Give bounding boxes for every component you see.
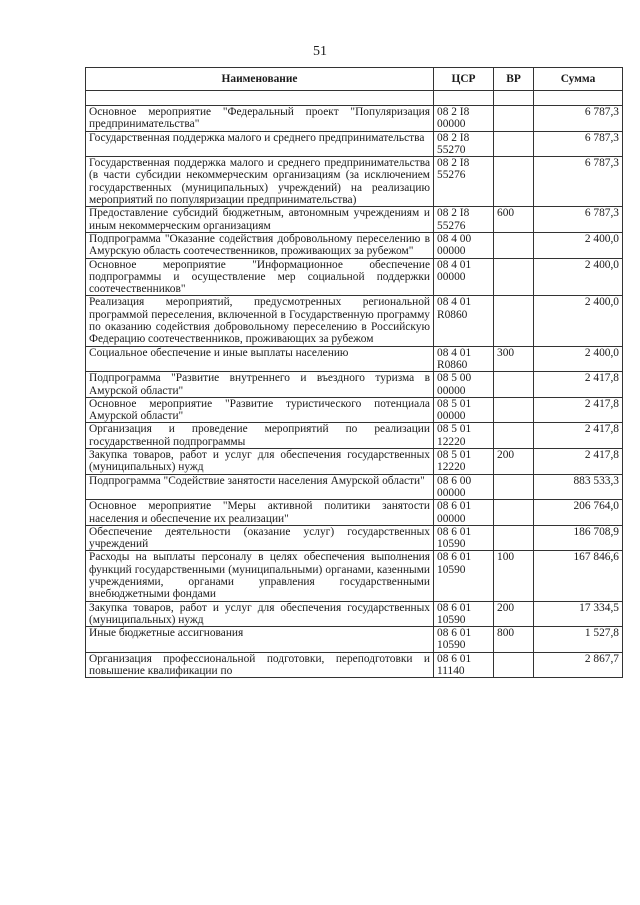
cell-vr — [494, 525, 534, 551]
cell-name: Организация профессиональной подготовки, переподготовки и повышение квалификации по — [86, 652, 434, 678]
cell-csr: 08 5 01 12220 — [434, 449, 494, 475]
table-row — [86, 449, 623, 475]
cell-csr: 08 6 01 00000 — [434, 500, 494, 526]
cell-csr: 08 6 01 10590 — [434, 601, 494, 627]
cell-vr — [494, 423, 534, 449]
table-row — [86, 500, 623, 526]
table-row — [86, 106, 623, 132]
cell-name: Социальное обеспечение и иные выплаты населению — [86, 346, 434, 372]
cell-vr — [494, 372, 534, 398]
cell-sum: 2 400,0 — [534, 296, 623, 346]
cell-sum: 6 787,3 — [534, 131, 623, 157]
table-row — [86, 627, 623, 653]
cell-sum: 6 787,3 — [534, 207, 623, 233]
cell-vr: 600 — [494, 207, 534, 233]
table-row — [86, 551, 623, 601]
cell-vr: 300 — [494, 346, 534, 372]
cell-vr: 200 — [494, 449, 534, 475]
cell-vr — [494, 652, 534, 678]
cell-name: Подпрограмма "Развитие внутреннего и въездного туризма в Амурской области" — [86, 372, 434, 398]
cell-vr: 200 — [494, 601, 534, 627]
cell-vr — [494, 131, 534, 157]
cell-sum: 2 867,7 — [534, 652, 623, 678]
cell-vr — [494, 106, 534, 132]
cell-csr: 08 6 01 10590 — [434, 551, 494, 601]
cell-name: Государственная поддержка малого и среднего предпринимательства (в части субсидии некоммерческим организациям (за исключением государственных (муниципальных) учреждений) на реализацию мероприятий по популяризации предпринимательства) — [86, 157, 434, 207]
cell-csr: 08 6 01 10590 — [434, 627, 494, 653]
cell-name: Основное мероприятие "Меры активной политики занятости населения и обеспечение их реализации" — [86, 500, 434, 526]
cell-csr: 08 4 01 00000 — [434, 258, 494, 296]
cell-name: Реализация мероприятий, предусмотренных региональной программой переселения, включенной в Государственную программу по оказанию содействия добровольному переселению в Российскую Федерацию соотечественников, проживающих за рубежом — [86, 296, 434, 346]
header-vr: ВР — [494, 68, 534, 91]
cell-name: Основное мероприятие "Информационное обеспечение подпрограммы и осуществление мер социальной поддержки соотечественников" — [86, 258, 434, 296]
cell-sum: 6 787,3 — [534, 106, 623, 132]
cell-vr: 100 — [494, 551, 534, 601]
table-row — [86, 525, 623, 551]
cell-name: Организация и проведение мероприятий по реализации государственной подпрограммы — [86, 423, 434, 449]
cell-sum: 206 764,0 — [534, 500, 623, 526]
table-row — [86, 131, 623, 157]
table-row — [86, 397, 623, 423]
budget-table — [85, 67, 623, 678]
cell-vr: 800 — [494, 627, 534, 653]
cell-csr: 08 2 I8 00000 — [434, 106, 494, 132]
cell-sum: 2 400,0 — [534, 258, 623, 296]
cell-vr — [494, 258, 534, 296]
header-csr: ЦСР — [434, 68, 494, 91]
cell-vr — [494, 232, 534, 258]
cell-csr: 08 5 00 00000 — [434, 372, 494, 398]
cell-name: Расходы на выплаты персоналу в целях обеспечения выполнения функций государственными (муниципальными) органами, казенными учреждениями, органами управления государственными внебюджетными фондами — [86, 551, 434, 601]
cell-sum: 2 417,8 — [534, 397, 623, 423]
table-row — [86, 346, 623, 372]
table-row — [86, 296, 623, 346]
cell-csr: 08 4 00 00000 — [434, 232, 494, 258]
cell-csr: 08 2 I8 55276 — [434, 207, 494, 233]
cell-name: Основное мероприятие "Развитие туристического потенциала Амурской области" — [86, 397, 434, 423]
table-body — [86, 91, 623, 678]
cell-name: Подпрограмма "Оказание содействия добровольному переселению в Амурскую область соотечественников, проживающих за рубежом" — [86, 232, 434, 258]
cell-name: Подпрограмма "Содействие занятости населения Амурской области" — [86, 474, 434, 500]
cell-csr: 08 6 01 10590 — [434, 525, 494, 551]
table-row — [86, 474, 623, 500]
cell-csr: 08 5 01 12220 — [434, 423, 494, 449]
cell-csr: 08 2 I8 55270 — [434, 131, 494, 157]
cell-sum: 6 787,3 — [534, 157, 623, 207]
table-row — [86, 652, 623, 678]
cell-name: Закупка товаров, работ и услуг для обеспечения государственных (муниципальных) нужд — [86, 449, 434, 475]
cell-name: Иные бюджетные ассигнования — [86, 627, 434, 653]
cell-sum: 186 708,9 — [534, 525, 623, 551]
table-spacer-row — [86, 91, 623, 106]
cell-csr: 08 4 01 R0860 — [434, 346, 494, 372]
header-sum: Сумма — [534, 68, 623, 91]
table-row — [86, 232, 623, 258]
header-name: Наименование — [86, 68, 434, 91]
cell-sum: 17 334,5 — [534, 601, 623, 627]
cell-csr: 08 2 I8 55276 — [434, 157, 494, 207]
cell-vr — [494, 397, 534, 423]
table-row — [86, 372, 623, 398]
cell-sum: 2 400,0 — [534, 232, 623, 258]
cell-name: Государственная поддержка малого и среднего предпринимательства — [86, 131, 434, 157]
cell-vr — [494, 474, 534, 500]
table-row — [86, 423, 623, 449]
page-number: 51 — [313, 44, 327, 59]
cell-vr — [494, 296, 534, 346]
cell-csr: 08 6 01 11140 — [434, 652, 494, 678]
cell-sum: 2 417,8 — [534, 372, 623, 398]
cell-sum: 2 417,8 — [534, 449, 623, 475]
cell-vr — [494, 157, 534, 207]
cell-name: Основное мероприятие "Федеральный проект "Популяризация предпринимательства" — [86, 106, 434, 132]
cell-sum: 883 533,3 — [534, 474, 623, 500]
table-row — [86, 157, 623, 207]
table-row — [86, 258, 623, 296]
cell-csr: 08 6 00 00000 — [434, 474, 494, 500]
cell-name: Обеспечение деятельности (оказание услуг) государственных учреждений — [86, 525, 434, 551]
cell-vr — [494, 500, 534, 526]
table-row — [86, 207, 623, 233]
cell-sum: 1 527,8 — [534, 627, 623, 653]
cell-sum: 2 417,8 — [534, 423, 623, 449]
table-header-row — [86, 68, 623, 91]
cell-sum: 167 846,6 — [534, 551, 623, 601]
cell-sum: 2 400,0 — [534, 346, 623, 372]
cell-csr: 08 4 01 R0860 — [434, 296, 494, 346]
cell-name: Закупка товаров, работ и услуг для обеспечения государственных (муниципальных) нужд — [86, 601, 434, 627]
cell-name: Предоставление субсидий бюджетным, автономным учреждениям и иным некоммерческим организациям — [86, 207, 434, 233]
table-row — [86, 601, 623, 627]
cell-csr: 08 5 01 00000 — [434, 397, 494, 423]
